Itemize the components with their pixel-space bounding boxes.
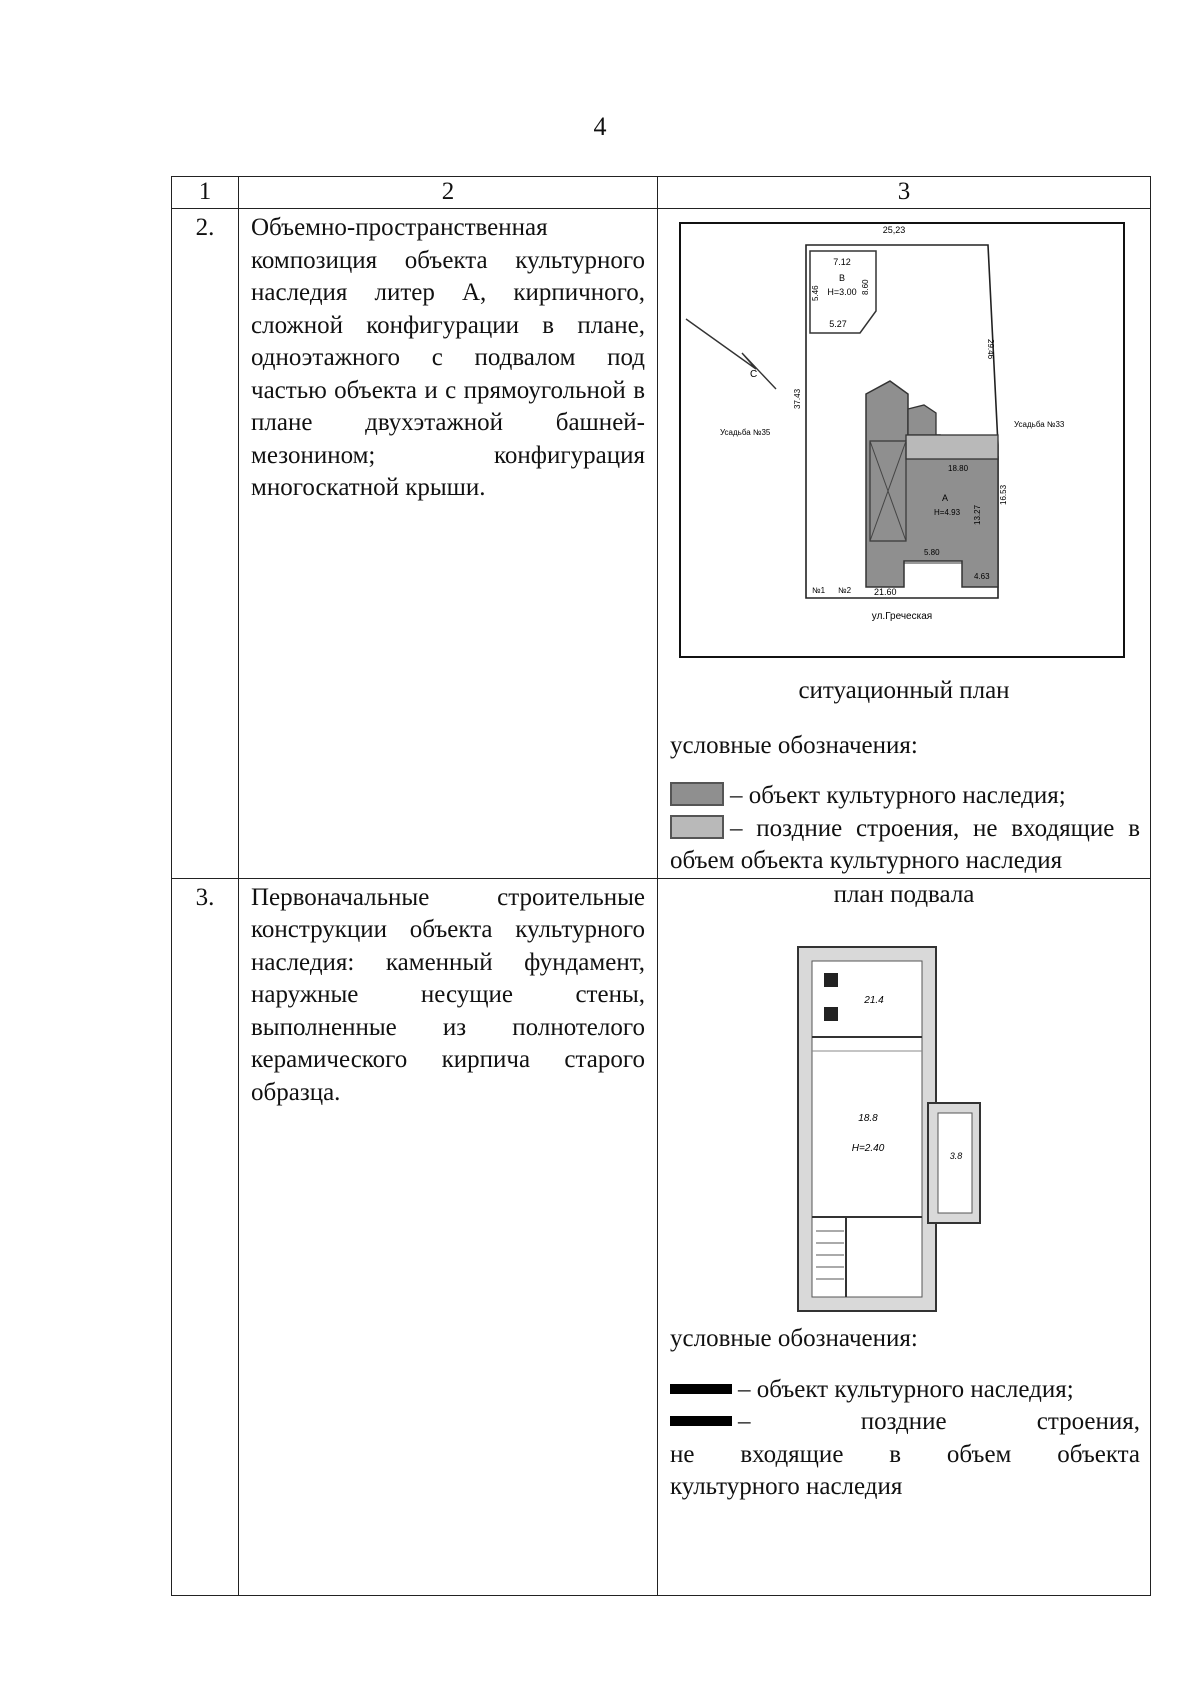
svg-text:16.53: 16.53	[999, 484, 1008, 505]
svg-text:А: А	[942, 493, 949, 503]
legend-swatch-later	[670, 815, 724, 839]
svg-text:18.8: 18.8	[858, 1113, 878, 1124]
dim-top: 25,23	[882, 225, 906, 235]
svg-text:5.46: 5.46	[811, 285, 820, 301]
svg-text:Н=3.00: Н=3.00	[827, 287, 857, 297]
legend-item-later: – поздние строения,	[670, 1406, 1140, 1439]
situation-plan-drawing	[658, 209, 1138, 665]
svg-text:№2: №2	[838, 586, 852, 595]
row-description: Объемно-пространственная композиция объекта культурного наследия литер А, кирпичного, сложной конфигурации в плане, одноэтажного с подвалом под частью объекта и с прямоугольной в плане двухэтажной башней-мезонином; конфигурация многоскатной крыши.	[239, 209, 658, 879]
heritage-building-annex	[908, 405, 936, 435]
row-number: 2.	[172, 209, 239, 879]
legend-title: условные обозначения:	[670, 1325, 918, 1352]
svg-text:Н=2.40: Н=2.40	[851, 1143, 885, 1154]
marker-icon	[824, 973, 838, 987]
svg-text:3.8: 3.8	[949, 1151, 963, 1161]
svg-text:18.80: 18.80	[948, 464, 969, 473]
basement-plan-drawing	[658, 911, 1148, 1315]
legend-swatch-heritage	[670, 1384, 732, 1394]
legend-swatch-later	[670, 1416, 732, 1426]
situation-plan-cell	[658, 209, 1151, 879]
table-row	[172, 878, 1151, 1596]
street-label: ул.Греческая	[871, 611, 933, 622]
svg-text:5.27: 5.27	[829, 319, 847, 329]
header-col-3: 3	[658, 177, 1151, 209]
basement-plan-caption: план подвала	[833, 880, 975, 908]
legend-title: условные обозначения:	[670, 731, 918, 759]
svg-text:5.80: 5.80	[924, 548, 940, 557]
basement-plan-cell	[658, 878, 1151, 1596]
header-col-1: 1	[172, 177, 239, 209]
neighbor-right-label: Усадьба №33	[1014, 420, 1065, 429]
legend-item-later-cont: не входящие в объем объекта	[670, 1440, 1140, 1468]
svg-text:21.4: 21.4	[864, 995, 884, 1006]
legend-item-heritage: – объект культурного наследия;	[670, 780, 1140, 813]
table-row	[172, 209, 1151, 879]
svg-text:21.60: 21.60	[874, 587, 897, 597]
legend-item-later: – поздние строения, не входящие в объем объекта культурного наследия	[670, 814, 1140, 874]
svg-text:8.60: 8.60	[861, 279, 870, 295]
row-number: 3.	[172, 878, 239, 1596]
neighbor-left-label: Усадьба №35	[720, 428, 771, 437]
marker-icon	[824, 1007, 838, 1021]
svg-text:29.46: 29.46	[986, 339, 995, 360]
svg-text:37.43: 37.43	[793, 388, 802, 409]
legend-swatch-heritage	[670, 782, 724, 806]
legend-item-later-end: культурного наследия	[670, 1473, 903, 1500]
svg-text:В: В	[838, 273, 846, 283]
svg-text:Н=4.93: Н=4.93	[934, 508, 961, 517]
header-col-2: 2	[239, 177, 658, 209]
legend-item-heritage: – объект культурного наследия;	[670, 1374, 1140, 1407]
svg-text:№1: №1	[812, 586, 826, 595]
page-number: 4	[593, 112, 607, 141]
later-structure	[906, 435, 998, 459]
plan-caption: ситуационный план	[798, 677, 1010, 704]
svg-text:4.63: 4.63	[974, 572, 990, 581]
svg-text:7.12: 7.12	[833, 257, 851, 267]
heritage-table	[171, 176, 1151, 1596]
svg-text:С: С	[750, 369, 758, 380]
row-description: Первоначальные строительные конструкции объекта культурного наследия: каменный фундамент, наружные несущие стены, выполненные из полнотелого керамического кирпича старого образца.	[239, 878, 658, 1596]
svg-text:13.27: 13.27	[973, 504, 982, 525]
table-header-row	[172, 177, 1151, 209]
